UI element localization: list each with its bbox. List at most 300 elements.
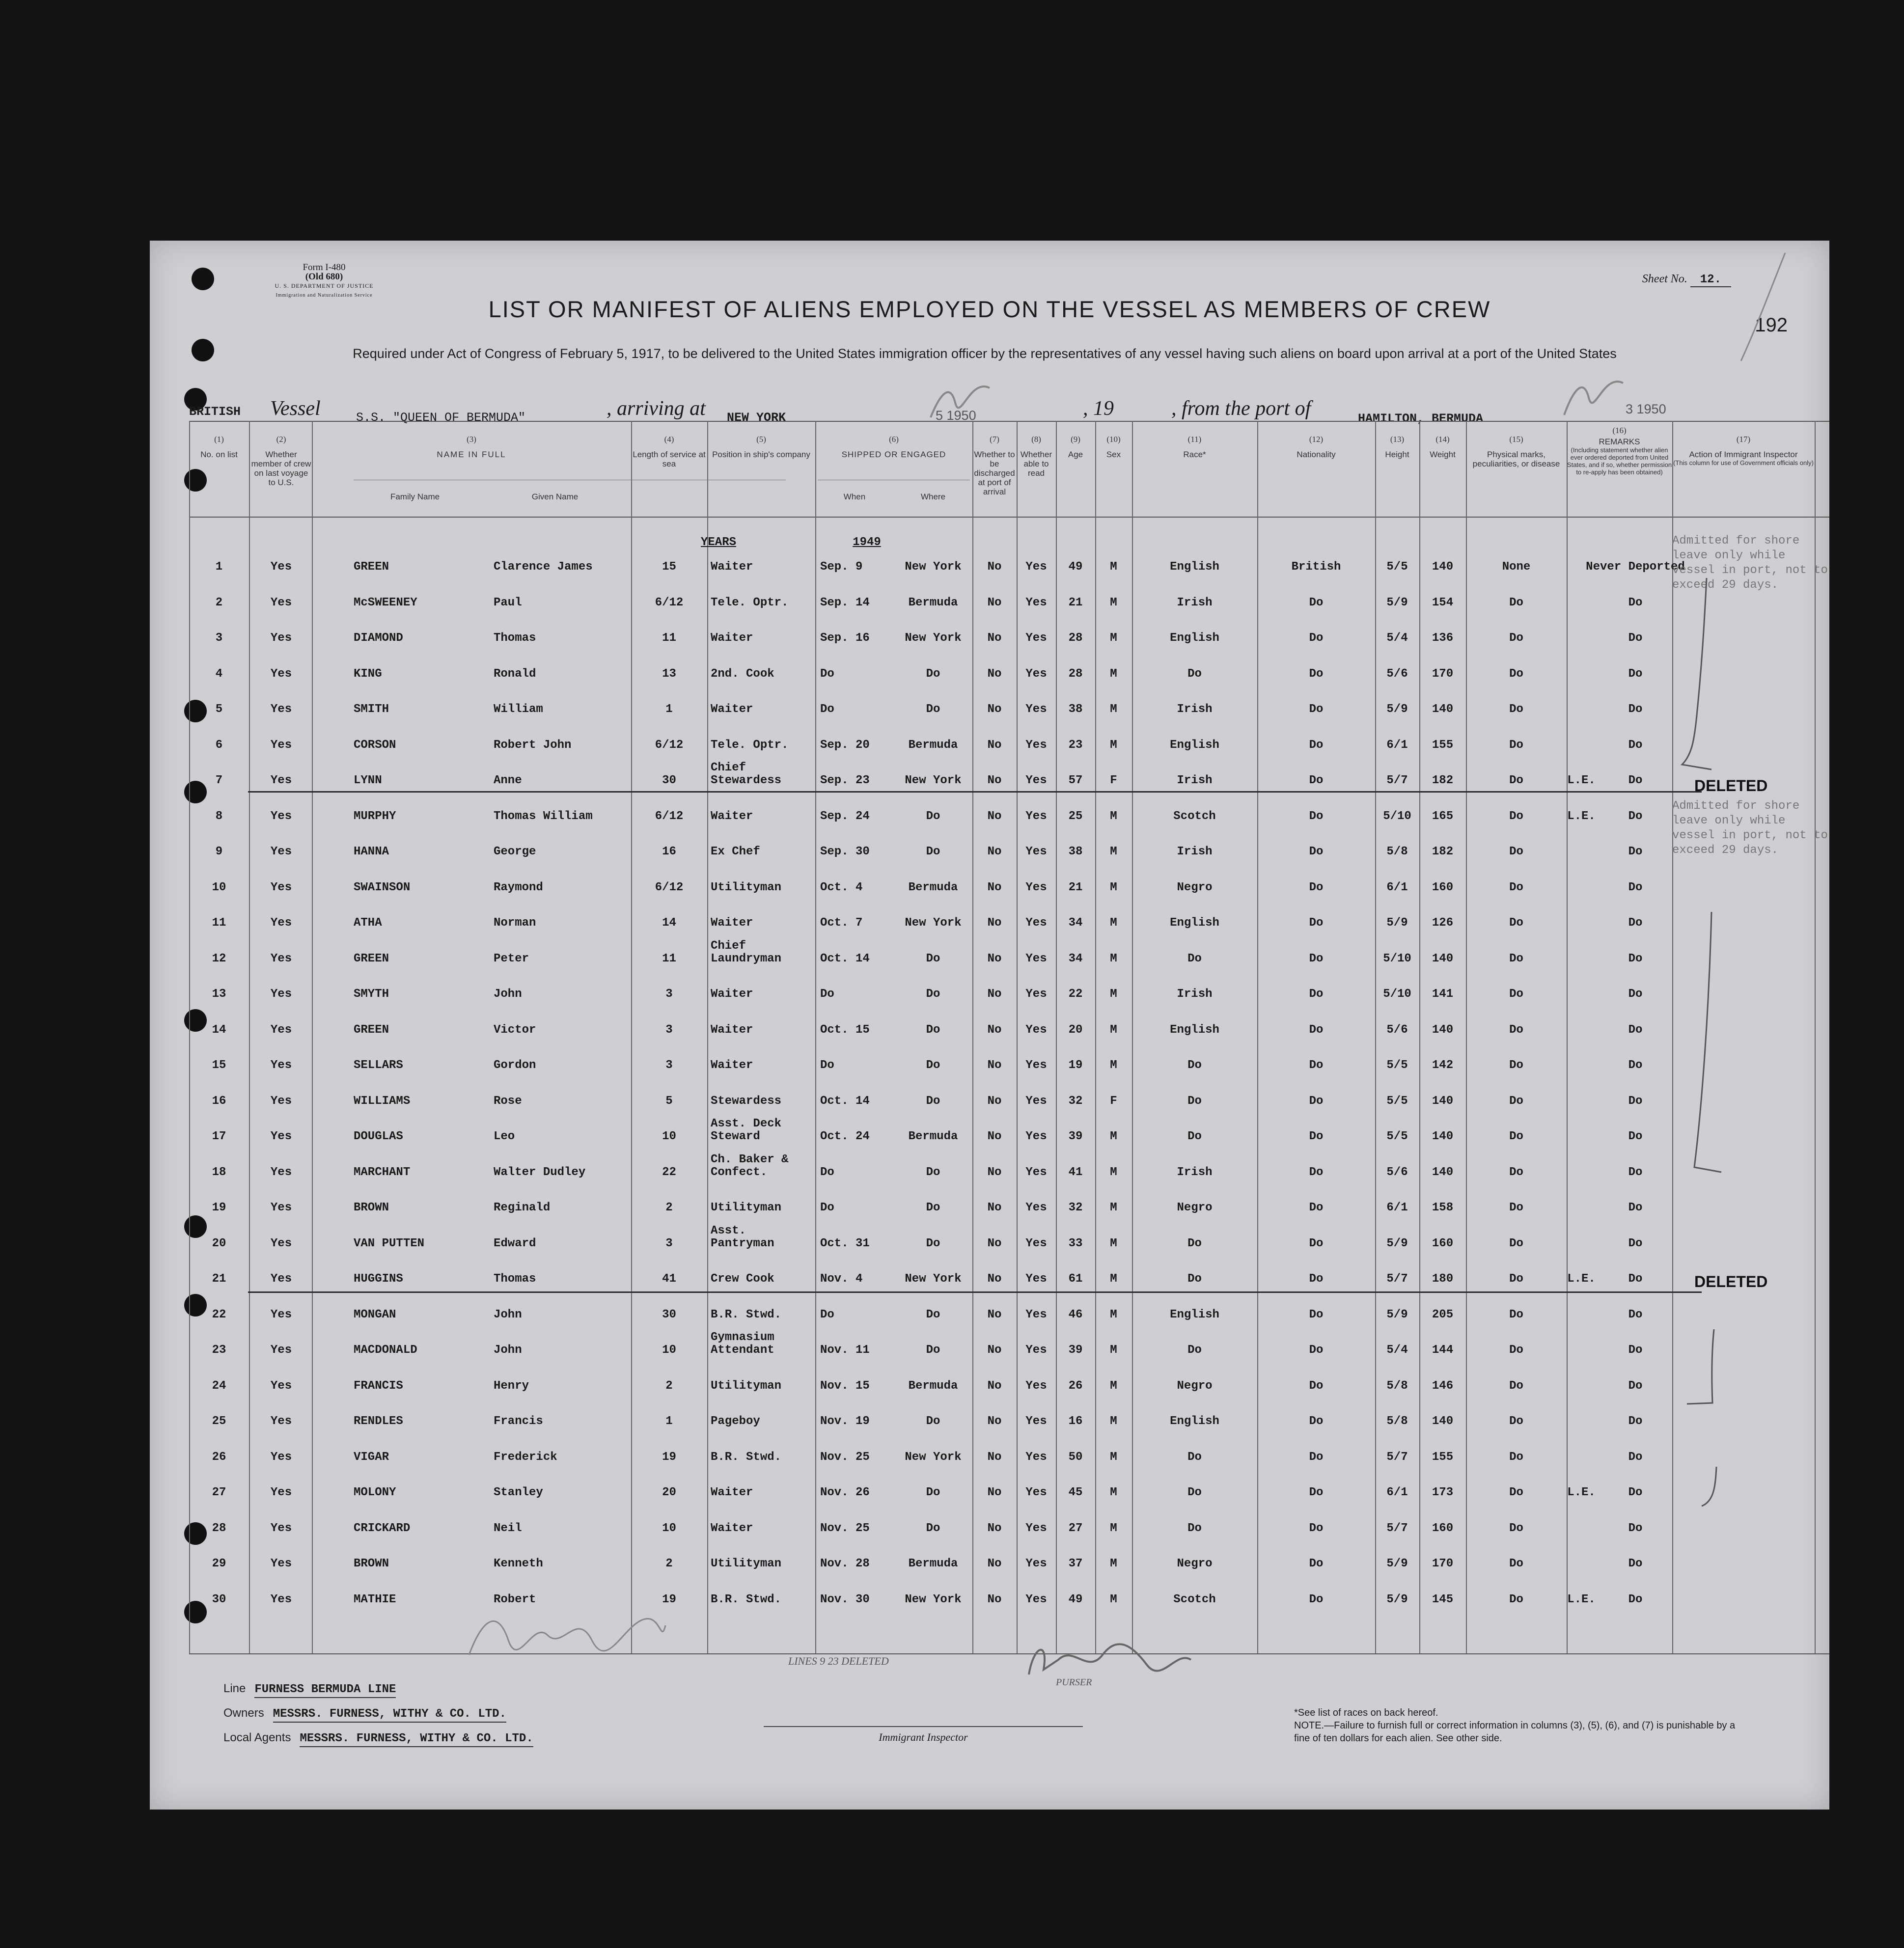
cell-height: 5/10 [1383,952,1411,965]
header-given-name: Given Name [531,492,579,501]
cell-position: Waiter [711,1023,753,1037]
cell-row-number: 17 [212,1130,226,1143]
cell-row-number: 6 [215,738,223,752]
cell-position: Chief Stewardess [711,761,782,787]
cell-crew-last-voyage: Yes [270,1236,292,1250]
cell-crew-last-voyage: Yes [270,1486,292,1499]
cell-crew-last-voyage: Yes [270,1165,292,1179]
cell-physical-marks: Do [1509,1201,1523,1214]
cell-family-name: McSWEENEY [354,596,417,609]
cell-discharged: No [987,1272,1002,1286]
cell-row-number: 19 [212,1201,226,1214]
races-note: *See list of races on back hereof. [1294,1707,1438,1718]
cell-shipped-when: Nov. 11 [820,1344,870,1357]
cell-able-to-read: Yes [1025,1450,1047,1464]
owners-label: Owners [223,1706,264,1720]
cell-age: 61 [1068,1272,1083,1286]
manifest-sheet [150,241,1829,1810]
cell-able-to-read: Yes [1025,1521,1047,1535]
header-shipped-or-engaged: (6) SHIPPED OR ENGAGED [841,435,946,459]
cell-height: 5/9 [1386,596,1408,609]
cell-remarks: Do [1628,596,1643,609]
cell-shipped-where: Do [926,1236,940,1250]
cell-physical-marks: Do [1509,1236,1523,1250]
purser-signature [1019,1630,1196,1694]
cell-row-number: 24 [212,1379,226,1393]
cell-shipped-where: Do [926,1165,940,1179]
cell-remarks: Do [1628,1557,1643,1570]
cell-position: Utilityman [711,1557,782,1570]
footer-agents [223,1731,533,1745]
cell-race: Do [1187,952,1202,965]
cell-crew-last-voyage: Yes [270,1308,292,1321]
cell-discharged: No [987,988,1002,1001]
cell-nationality: Do [1309,667,1324,681]
cell-family-name: MATHIE [354,1592,396,1606]
cell-crew-last-voyage: Yes [270,845,292,858]
cell-weight: 140 [1432,703,1454,716]
cell-remarks: Do [1628,1450,1643,1464]
cell-shipped-where: Bermuda [908,880,958,894]
cell-sex: M [1110,880,1117,894]
cell-sex: M [1110,1521,1117,1535]
cell-shipped-when: Sep. 20 [820,738,870,752]
cell-able-to-read: Yes [1025,1308,1047,1321]
cell-shipped-where: New York [905,1272,962,1286]
cell-given-name: Stanley [494,1486,543,1499]
cell-race: Irish [1177,1165,1213,1179]
cell-remarks: Do [1628,1094,1643,1108]
cell-sex: M [1110,1415,1117,1428]
cell-service-length: 16 [662,845,676,858]
cell-weight: 142 [1432,1059,1454,1072]
form-old-number: (Old 680) [305,272,343,282]
cell-row-number: 16 [212,1094,226,1108]
cell-physical-marks: Do [1509,1165,1523,1179]
cell-remarks: Do [1628,1236,1643,1250]
cell-nationality: Do [1309,1272,1324,1286]
cell-row-number: 12 [212,952,226,965]
cell-given-name: William [494,703,543,716]
cell-height: 5/8 [1386,1415,1408,1428]
cell-weight: 182 [1432,774,1454,787]
owners-value: MESSRS. FURNESS, WITHY & CO. LTD. [273,1707,506,1723]
cell-nationality: Do [1309,809,1324,823]
cell-crew-last-voyage: Yes [270,560,292,574]
cell-nationality: Do [1309,631,1324,645]
cell-remarks-le: L.E. [1567,774,1596,787]
master-signature [464,1601,670,1670]
cell-physical-marks: Do [1509,1450,1523,1464]
cell-row-number: 29 [212,1557,226,1570]
cell-service-length: 30 [662,774,676,787]
cell-discharged: No [987,667,1002,681]
line-label: Line [223,1682,246,1695]
cell-age: 37 [1068,1557,1083,1570]
cell-race: Do [1187,1130,1202,1143]
cell-given-name: Henry [494,1379,529,1393]
cell-height: 5/9 [1386,703,1408,716]
cell-nationality: Do [1309,1379,1324,1393]
cell-family-name: HANNA [354,845,389,858]
cell-shipped-when: Oct. 24 [820,1130,870,1143]
cell-age: 38 [1068,703,1083,716]
cell-family-name: SELLARS [354,1059,403,1072]
cell-given-name: Robert John [494,738,572,752]
cell-remarks: Do [1628,1059,1643,1072]
admitted-stamp-2: Admitted for shore leave only while vessel in port, not to exceed 29 days. [1672,799,1828,857]
cell-shipped-when: Sep. 30 [820,845,870,858]
inspector-label: Immigrant Inspector [879,1731,968,1743]
cell-given-name: Gordon [494,1059,536,1072]
cell-shipped-where: New York [905,1592,962,1606]
cell-nationality: British [1291,560,1341,574]
header-physical-marks: (15) Physical marks, peculiarities, or disease [1472,435,1560,468]
arrival-port: NEW YORK [727,411,786,425]
cell-sex: M [1110,703,1117,716]
cell-service-length: 5 [665,1094,673,1108]
cell-sex: M [1110,560,1117,574]
cell-age: 50 [1068,1450,1083,1464]
header-inspector-action: (17) Action of Immigrant Inspector (This column for use of Government officials only) [1673,435,1814,466]
cell-row-number: 26 [212,1450,226,1464]
cell-weight: 154 [1432,596,1454,609]
cell-able-to-read: Yes [1025,916,1047,930]
cell-crew-last-voyage: Yes [270,1023,292,1037]
departure-date-stamp: 3 1950 [1626,402,1666,416]
cell-discharged: No [987,809,1002,823]
cell-physical-marks: Do [1509,703,1523,716]
cell-row-number: 28 [212,1521,226,1535]
header-height: (13) Height [1385,435,1409,459]
deleted-stamp-2: DELETED [1694,1273,1768,1290]
cell-weight: 141 [1432,988,1454,1001]
cell-family-name: MOLONY [354,1486,396,1499]
cell-physical-marks: Do [1509,988,1523,1001]
cell-height: 5/9 [1386,1557,1408,1570]
cell-shipped-where: Do [926,1344,940,1357]
cell-physical-marks: Do [1509,1094,1523,1108]
cell-discharged: No [987,1415,1002,1428]
cell-nationality: Do [1309,880,1324,894]
cell-position: Asst. Deck Steward [711,1117,782,1143]
cell-position: Ex Chef [711,845,760,858]
cell-position: Crew Cook [711,1272,774,1286]
cell-discharged: No [987,774,1002,787]
cell-row-number: 22 [212,1308,226,1321]
cell-shipped-where: Do [926,809,940,823]
cell-nationality: Do [1309,738,1324,752]
cell-crew-last-voyage: Yes [270,1130,292,1143]
cell-service-length: 3 [665,1236,673,1250]
cell-remarks: Do [1628,1344,1643,1357]
cell-row-number: 1 [215,560,223,574]
cell-given-name: John [494,988,522,1001]
cell-family-name: ATHA [354,916,382,930]
cell-given-name: Anne [494,774,522,787]
cell-sex: M [1110,1272,1117,1286]
cell-age: 16 [1068,1415,1083,1428]
cell-remarks: Do [1628,1272,1643,1286]
cell-age: 32 [1068,1094,1083,1108]
cell-shipped-where: Do [926,1059,940,1072]
cell-family-name: MURPHY [354,809,396,823]
cell-race: Negro [1177,1557,1213,1570]
cell-family-name: VAN PUTTEN [354,1236,425,1250]
cell-sex: M [1110,1308,1117,1321]
cell-physical-marks: Do [1509,1415,1523,1428]
cell-row-number: 25 [212,1415,226,1428]
cell-nationality: Do [1309,1592,1324,1606]
cell-service-length: 6/12 [655,738,684,752]
cell-remarks: Do [1628,738,1643,752]
cell-service-length: 6/12 [655,596,684,609]
cell-discharged: No [987,1094,1002,1108]
cell-discharged: No [987,1236,1002,1250]
cell-row-number: 8 [215,809,223,823]
cell-height: 5/9 [1386,1236,1408,1250]
cell-height: 5/7 [1386,1272,1408,1286]
cell-remarks: Do [1628,667,1643,681]
cell-family-name: HUGGINS [354,1272,403,1286]
cell-sex: M [1110,988,1117,1001]
cell-row-number: 20 [212,1236,226,1250]
cell-age: 20 [1068,1023,1083,1037]
cell-given-name: Ronald [494,667,536,681]
cell-physical-marks: Do [1509,1557,1523,1570]
cell-discharged: No [987,1165,1002,1179]
cell-height: 5/5 [1386,1059,1408,1072]
cell-height: 6/1 [1386,1201,1408,1214]
cell-shipped-where: Bermuda [908,738,958,752]
arrival-date-initials [926,373,994,427]
cell-discharged: No [987,1059,1002,1072]
cell-remarks: Do [1628,952,1643,965]
cell-shipped-where: Do [926,667,940,681]
vessel-line [189,397,241,421]
vessel-label: Vessel [270,397,321,420]
cell-service-length: 3 [665,1059,673,1072]
cell-race: Irish [1177,988,1213,1001]
cell-sex: M [1110,916,1117,930]
cell-crew-last-voyage: Yes [270,1379,292,1393]
cell-remarks: Do [1628,845,1643,858]
cell-nationality: Do [1309,1165,1324,1179]
cell-nationality: Do [1309,1557,1324,1570]
cell-position: Pageboy [711,1415,760,1428]
cell-able-to-read: Yes [1025,1415,1047,1428]
deleted-row-strike [248,1291,1702,1293]
cell-position: Waiter [711,703,753,716]
cell-position: Waiter [711,1059,753,1072]
cell-shipped-when: Nov. 28 [820,1557,870,1570]
cell-height: 6/1 [1386,880,1408,894]
footer-line [223,1682,396,1696]
footer-owners [223,1706,506,1721]
cell-shipped-when: Nov. 25 [820,1521,870,1535]
year-label-1949: 1949 [853,536,881,549]
cell-height: 5/7 [1386,1521,1408,1535]
cell-height: 5/8 [1386,1379,1408,1393]
cell-race: Do [1187,1236,1202,1250]
cell-given-name: Neil [494,1521,522,1535]
cell-height: 5/10 [1383,809,1411,823]
years-unit-label: YEARS [700,536,736,549]
cell-crew-last-voyage: Yes [270,631,292,645]
cell-shipped-when: Do [820,667,834,681]
cell-nationality: Do [1309,774,1324,787]
cell-position: Waiter [711,988,753,1001]
cell-position: 2nd. Cook [711,667,774,681]
cell-sex: M [1110,1486,1117,1499]
stamp-number: 192 [1755,314,1788,336]
cell-crew-last-voyage: Yes [270,916,292,930]
cell-shipped-when: Nov. 30 [820,1592,870,1606]
cell-able-to-read: Yes [1025,1236,1047,1250]
cell-race: Irish [1177,703,1213,716]
year-label: , 19 [1083,397,1114,420]
cell-crew-last-voyage: Yes [270,1201,292,1214]
cell-weight: 140 [1432,952,1454,965]
cell-remarks: Do [1628,1023,1643,1037]
cell-sex: M [1110,1557,1117,1570]
cell-sex: M [1110,1344,1117,1357]
cell-able-to-read: Yes [1025,1557,1047,1570]
cell-weight: 160 [1432,880,1454,894]
sheet-number [1642,273,1731,286]
cell-height: 5/4 [1386,631,1408,645]
cell-height: 6/1 [1386,738,1408,752]
cell-nationality: Do [1309,1344,1324,1357]
cell-crew-last-voyage: Yes [270,880,292,894]
cell-weight: 165 [1432,809,1454,823]
department: U. S. DEPARTMENT OF JUSTICE [275,282,374,289]
vessel-flag: BRITISH [189,405,241,419]
cell-remarks: Do [1628,916,1643,930]
cell-able-to-read: Yes [1025,880,1047,894]
line-value: FURNESS BERMUDA LINE [254,1683,396,1698]
deleted-stamp-1: DELETED [1694,777,1768,795]
cell-row-number: 10 [212,880,226,894]
cell-age: 33 [1068,1236,1083,1250]
cell-crew-last-voyage: Yes [270,738,292,752]
cell-able-to-read: Yes [1025,1272,1047,1286]
cell-given-name: Reginald [494,1201,551,1214]
cell-weight: 146 [1432,1379,1454,1393]
header-nationality: (12) Nationality [1297,435,1336,459]
cell-race: Do [1187,1344,1202,1357]
cell-age: 32 [1068,1201,1083,1214]
cell-able-to-read: Yes [1025,596,1047,609]
cell-weight: 140 [1432,560,1454,574]
cell-given-name: George [494,845,536,858]
cell-family-name: WILLIAMS [354,1094,411,1108]
cell-race: Irish [1177,774,1213,787]
cell-row-number: 9 [215,845,223,858]
header-crew-last-voyage: (2) Whether member of crew on last voyage to U.S. [251,435,311,487]
cell-race: Do [1187,1059,1202,1072]
cell-family-name: MACDONALD [354,1344,417,1357]
cell-remarks: Never Deported [1586,560,1685,574]
cell-row-number: 27 [212,1486,226,1499]
cell-position: Waiter [711,1486,753,1499]
cell-remarks: Do [1628,1308,1643,1321]
cell-race: English [1170,560,1219,574]
cell-nationality: Do [1309,916,1324,930]
cell-age: 34 [1068,916,1083,930]
cell-service-length: 22 [662,1165,676,1179]
cell-weight: 140 [1432,1415,1454,1428]
cell-remarks: Do [1628,774,1643,787]
cell-shipped-where: Do [926,703,940,716]
cell-height: 5/7 [1386,774,1408,787]
cell-crew-last-voyage: Yes [270,596,292,609]
cell-given-name: Robert [494,1592,536,1606]
cell-shipped-where: Do [926,1486,940,1499]
cell-discharged: No [987,1592,1002,1606]
header-age: (9) Age [1068,435,1083,459]
cell-shipped-when: Oct. 4 [820,880,863,894]
cell-height: 5/5 [1386,560,1408,574]
cell-sex: M [1110,1450,1117,1464]
cell-remarks: Do [1628,631,1643,645]
cell-remarks-le: L.E. [1567,1592,1596,1606]
cell-race: Irish [1177,596,1213,609]
cell-position: Stewardess [711,1094,782,1108]
cell-service-length: 19 [662,1592,676,1606]
cell-weight: 182 [1432,845,1454,858]
cell-race: Do [1187,667,1202,681]
cell-height: 5/6 [1386,1165,1408,1179]
cell-crew-last-voyage: Yes [270,952,292,965]
cell-position: B.R. Stwd. [711,1592,782,1606]
cell-sex: M [1110,1592,1117,1606]
cell-age: 28 [1068,667,1083,681]
cell-nationality: Do [1309,1059,1324,1072]
cell-shipped-where: New York [905,560,962,574]
cell-shipped-where: New York [905,774,962,787]
cell-weight: 160 [1432,1521,1454,1535]
cell-weight: 155 [1432,1450,1454,1464]
punch-hole [192,339,214,361]
cell-shipped-where: Do [926,1521,940,1535]
cell-crew-last-voyage: Yes [270,703,292,716]
inspector-signature-line [764,1726,1083,1727]
cell-service-length: 1 [665,1415,673,1428]
cell-shipped-when: Sep. 23 [820,774,870,787]
cell-given-name: Raymond [494,880,543,894]
cell-height: 5/5 [1386,1130,1408,1143]
cell-weight: 140 [1432,1094,1454,1108]
cell-able-to-read: Yes [1025,631,1047,645]
cell-row-number: 4 [215,667,223,681]
cell-service-length: 3 [665,988,673,1001]
cell-physical-marks: Do [1509,1521,1523,1535]
cell-shipped-when: Nov. 25 [820,1450,870,1464]
cell-given-name: Frederick [494,1450,557,1464]
cell-family-name: SWAINSON [354,880,411,894]
cell-physical-marks: Do [1509,596,1523,609]
cell-age: 27 [1068,1521,1083,1535]
cell-shipped-when: Oct. 14 [820,952,870,965]
cell-row-number: 3 [215,631,223,645]
cell-nationality: Do [1309,1415,1324,1428]
cell-shipped-where: Bermuda [908,1557,958,1570]
cell-nationality: Do [1309,703,1324,716]
cell-crew-last-voyage: Yes [270,1094,292,1108]
cell-sex: M [1110,1379,1117,1393]
cell-height: 5/9 [1386,916,1408,930]
